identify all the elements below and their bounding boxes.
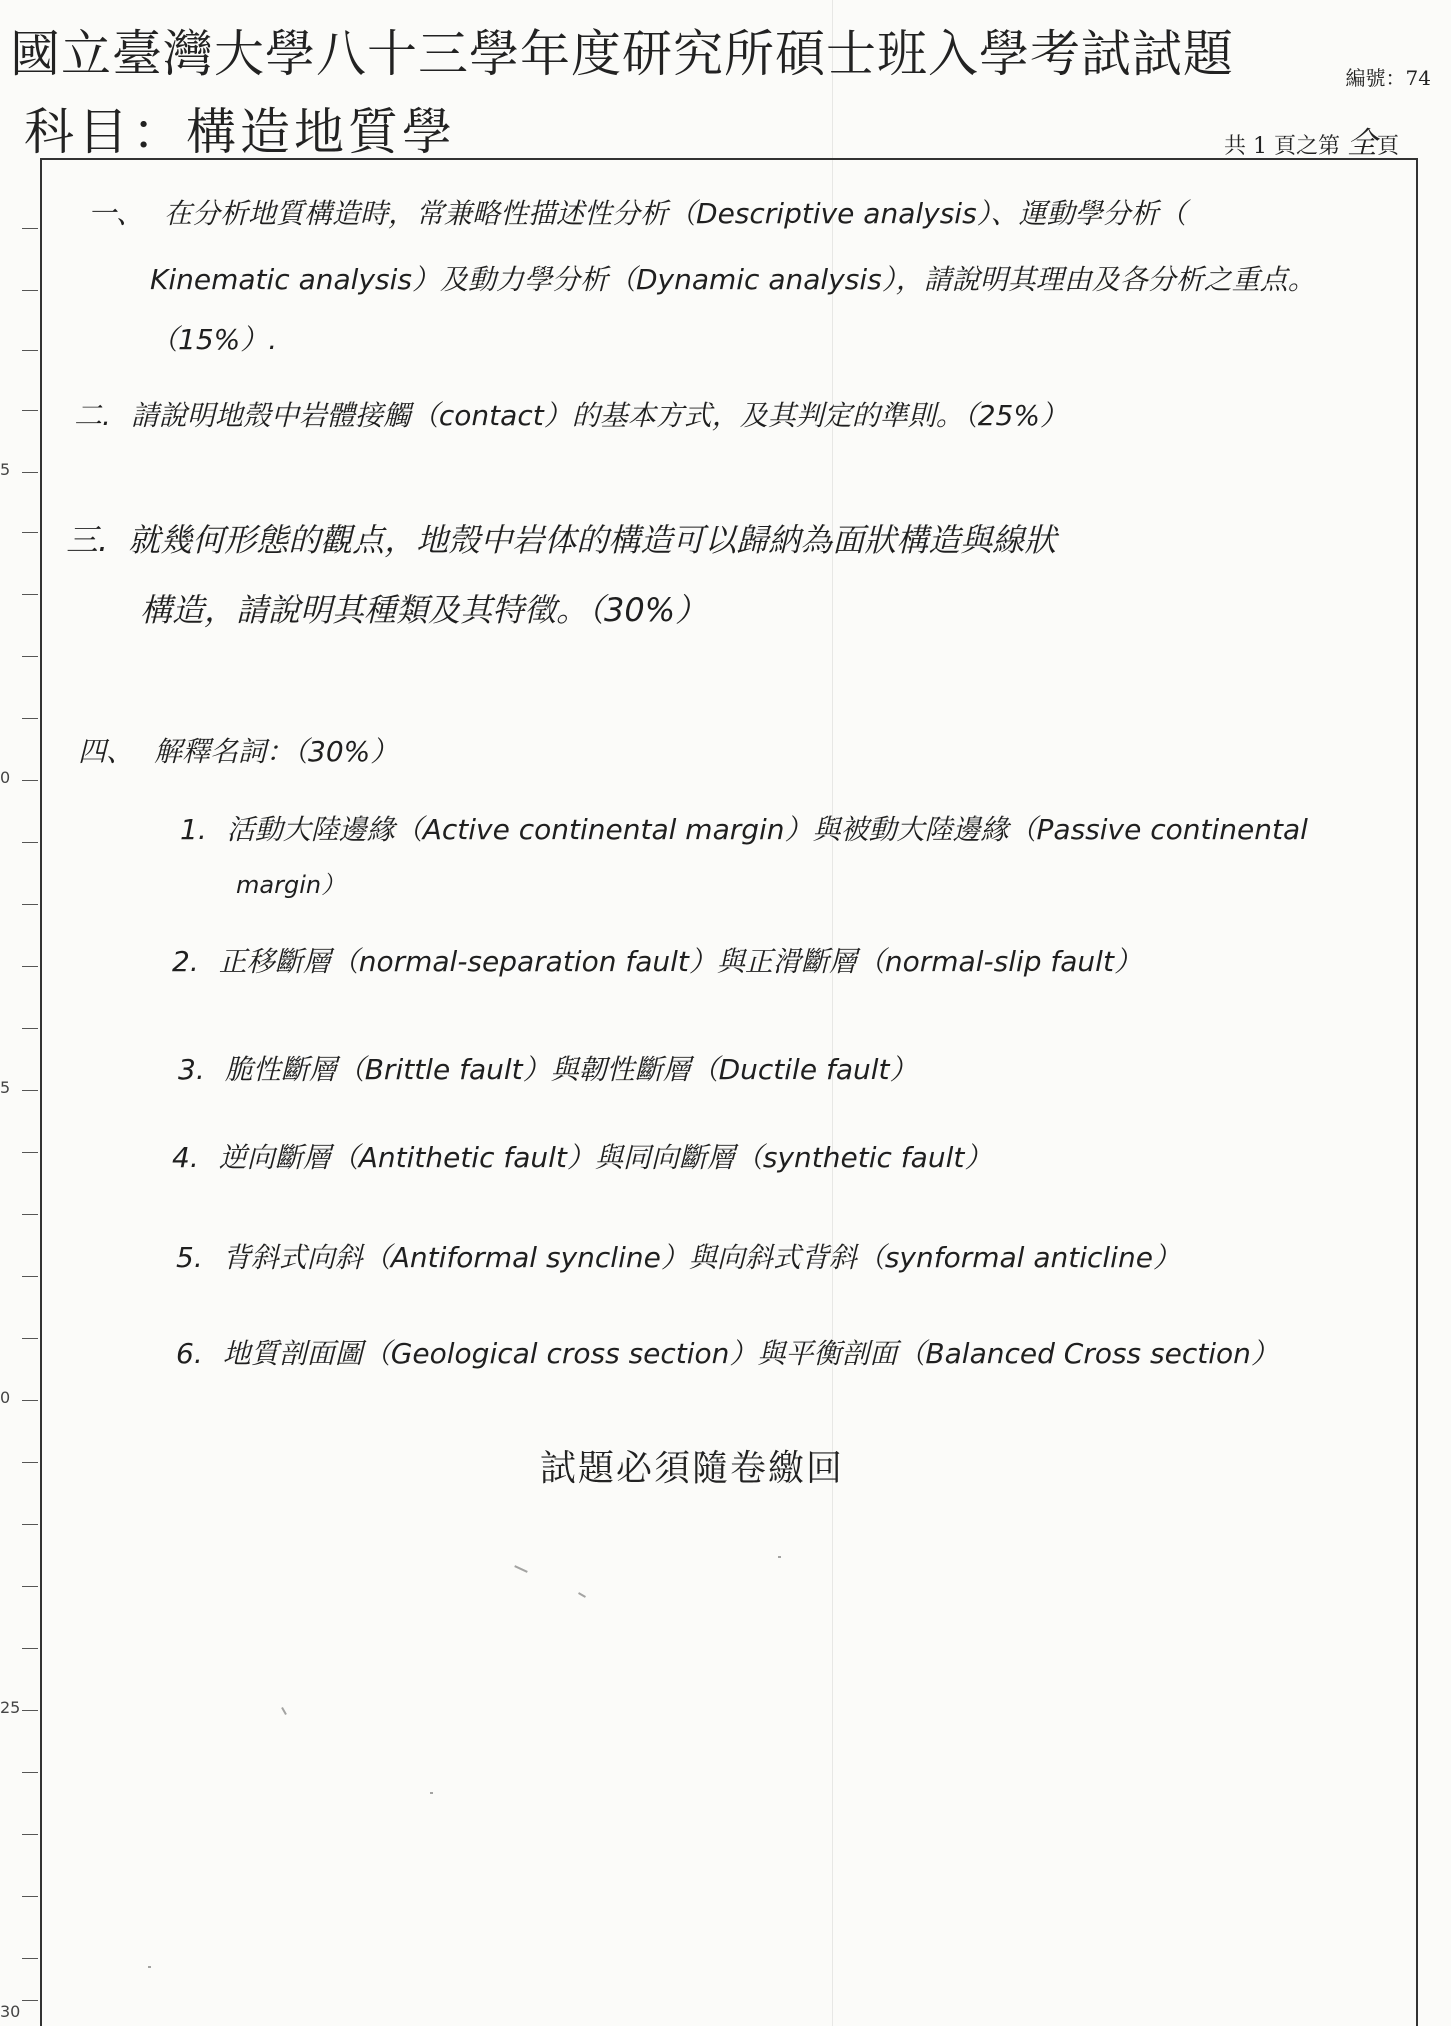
question-4-title xyxy=(78,734,398,770)
scan-speck xyxy=(430,1792,433,1794)
question-1-line-1 xyxy=(88,196,1187,232)
ruler-tick xyxy=(22,350,38,351)
term-item-4 xyxy=(172,1140,992,1176)
question-4-title-text: 解釋名詞：（30%） xyxy=(154,735,399,768)
ruler-tick xyxy=(22,1028,38,1029)
term-item-3 xyxy=(178,1052,918,1088)
term-number: 5. xyxy=(176,1241,203,1274)
ruler-tick xyxy=(22,1710,38,1711)
ruler-tick xyxy=(22,1152,38,1153)
exam-frame xyxy=(40,158,1418,2026)
question-1-number: 一、 xyxy=(88,197,145,230)
ruler-tick xyxy=(22,1772,38,1773)
ruler-tick xyxy=(22,594,38,595)
page-info-prefix: 共 1 頁之第 xyxy=(1224,134,1347,159)
ruler-tick xyxy=(22,290,38,291)
ruler-tick xyxy=(22,780,38,781)
margin-ruler xyxy=(0,220,40,2026)
term-text: 逆向斷層（Antithetic fault）與同向斷層（synthetic fault） xyxy=(218,1141,993,1174)
ruler-tick xyxy=(22,966,38,967)
page-info-suffix: 頁 xyxy=(1376,134,1399,159)
ruler-tick xyxy=(22,1896,38,1897)
ruler-tick xyxy=(22,904,38,905)
question-2-number: 二. xyxy=(74,399,111,432)
scan-speck xyxy=(148,1966,151,1968)
question-3-line-2: 構造，請說明其種類及其特徵。（30%） xyxy=(140,591,708,629)
ruler-label: 30 xyxy=(0,2002,21,2021)
ruler-tick xyxy=(22,1214,38,1215)
ruler-label: 5 xyxy=(0,1078,11,1097)
ruler-tick xyxy=(22,2000,38,2001)
question-1-line-3: （15%）. xyxy=(150,323,278,356)
question-2-text: 請說明地殼中岩體接觸（contact）的基本方式，及其判定的準則。（25%） xyxy=(130,399,1068,432)
ruler-tick xyxy=(22,1400,38,1401)
scan-speck xyxy=(778,1556,781,1558)
question-3-line-1 xyxy=(66,520,1056,562)
ruler-label: 0 xyxy=(0,1388,11,1407)
term-text: 脆性斷層（Brittle fault）與韌性斷層（Ductile fault） xyxy=(224,1053,918,1086)
ruler-label: 25 xyxy=(0,1698,21,1717)
term-number: 1. xyxy=(180,813,207,846)
ruler-tick xyxy=(22,1090,38,1091)
ruler-tick xyxy=(22,1958,38,1959)
question-3-number: 三. xyxy=(66,521,109,559)
ruler-tick xyxy=(22,410,38,411)
question-2 xyxy=(74,398,1068,434)
page-info xyxy=(1224,118,1399,162)
term-text: 正移斷層（normal-separation fault）與正滑斷層（normal-slip fault） xyxy=(218,945,1142,978)
ruler-tick xyxy=(22,718,38,719)
ruler-label: 5 xyxy=(0,460,11,479)
ruler-tick xyxy=(22,1834,38,1835)
exam-number: 編號：74 xyxy=(1345,66,1431,90)
term-text: 地質剖面圖（Geological cross section）與平衡剖面（Balanced Cross section） xyxy=(222,1337,1279,1370)
ruler-tick xyxy=(22,472,38,473)
term-item-2 xyxy=(172,944,1142,980)
question-3-text-1: 就幾何形態的觀点，地殼中岩体的構造可以歸納為面狀構造與線狀 xyxy=(128,521,1057,559)
ruler-tick xyxy=(22,656,38,657)
ruler-tick xyxy=(22,1586,38,1587)
ruler-tick xyxy=(22,1276,38,1277)
term-number: 3. xyxy=(178,1053,205,1086)
term-number: 4. xyxy=(172,1141,199,1174)
ruler-label: 0 xyxy=(0,768,11,787)
ruler-tick xyxy=(22,532,38,533)
ruler-tick xyxy=(22,228,38,229)
term-item-6 xyxy=(176,1336,1279,1372)
ruler-tick xyxy=(22,1338,38,1339)
ruler-tick xyxy=(22,842,38,843)
term-number: 6. xyxy=(176,1337,203,1370)
term-text: 背斜式向斜（Antiformal syncline）與向斜式背斜（synformal anticline） xyxy=(222,1241,1181,1274)
term-item-5 xyxy=(176,1240,1181,1276)
term-number: 2. xyxy=(172,945,199,978)
term-item-1-continuation: margin） xyxy=(236,871,346,899)
return-paper-notice: 試題必須隨卷繳回 xyxy=(540,1448,845,1489)
question-4-number: 四、 xyxy=(78,735,135,768)
question-1-text-1: 在分析地質構造時，常兼略性描述性分析（Descriptive analysis）、運動學分析（ xyxy=(164,197,1187,230)
term-text: 活動大陸邊緣（Active continental margin）與被動大陸邊緣（Passive continental xyxy=(226,813,1308,846)
question-1-line-2: Kinematic analysis）及動力學分析（Dynamic analysis），請說明其理由及各分析之重点。 xyxy=(150,263,1316,296)
page-info-handwritten: 全 xyxy=(1346,126,1377,161)
exam-title: 國立臺灣大學八十三學年度研究所碩士班入學考試試題 xyxy=(10,25,1234,83)
subject-line: 科目：構造地質學 xyxy=(24,103,456,161)
ruler-tick xyxy=(22,1524,38,1525)
ruler-tick xyxy=(22,1648,38,1649)
ruler-tick xyxy=(22,1462,38,1463)
term-item-1 xyxy=(180,812,1308,848)
